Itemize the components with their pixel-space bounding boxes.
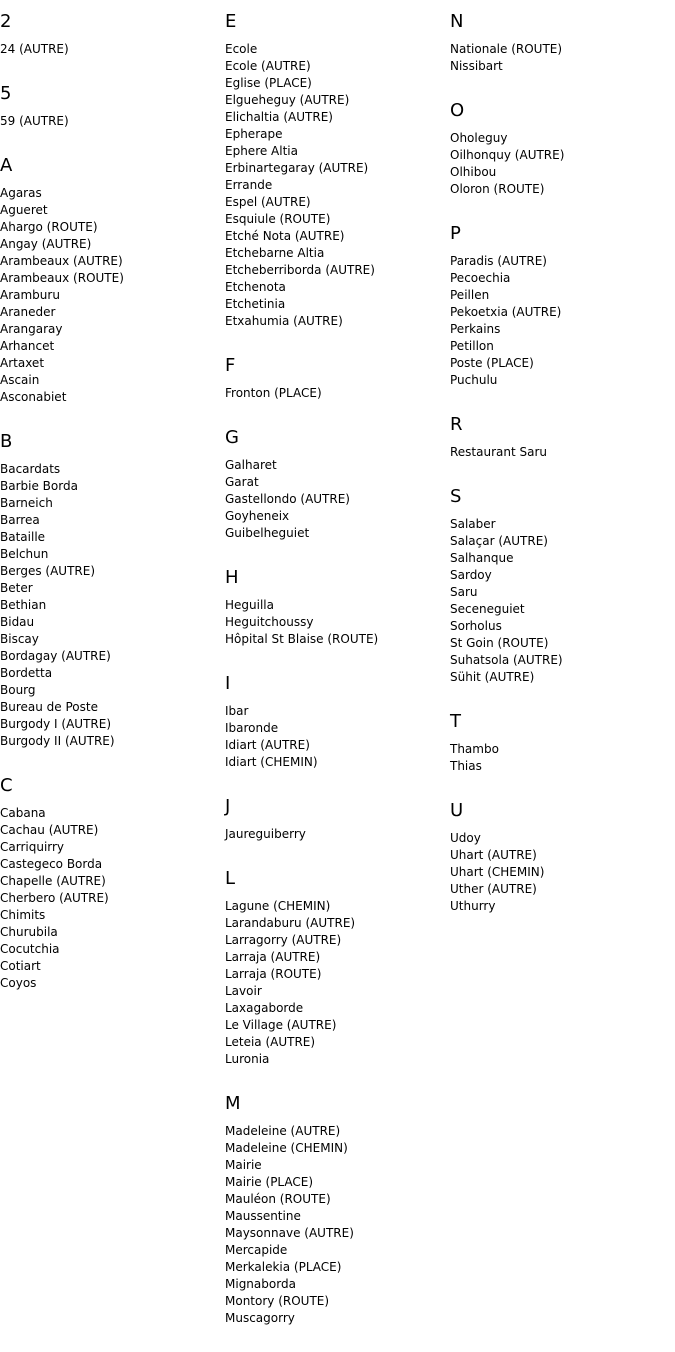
letter-section-l: [225, 868, 450, 1068]
place-link[interactable]: Cachau (AUTRE): [0, 823, 99, 837]
place-link[interactable]: Larandaburu (AUTRE): [225, 916, 356, 930]
place-link[interactable]: Restaurant Saru: [450, 445, 548, 459]
place-link[interactable]: Oilhonquy (AUTRE): [450, 148, 565, 162]
place-link[interactable]: Aramburu: [0, 288, 60, 302]
place-link[interactable]: Barneich: [0, 496, 53, 510]
place-list: [450, 130, 675, 198]
place-link[interactable]: Idiart (AUTRE): [225, 738, 310, 752]
letter-section-c: [0, 775, 225, 992]
letter-section-i: [225, 673, 450, 771]
place-list: [0, 41, 225, 58]
place-link[interactable]: Elichaltia (AUTRE): [225, 110, 333, 124]
letter-section-u: [450, 800, 675, 915]
place-link[interactable]: Carriquirry: [0, 840, 65, 854]
letter-section-h: [225, 567, 450, 648]
place-link[interactable]: Araneder: [0, 305, 56, 319]
place-link[interactable]: Errande: [225, 178, 273, 192]
letter-section-n: [450, 11, 675, 75]
place-link[interactable]: Uther (AUTRE): [450, 882, 537, 896]
place-link[interactable]: 59 (AUTRE): [0, 114, 69, 128]
section-heading: N: [450, 11, 464, 32]
place-link[interactable]: Le Village (AUTRE): [225, 1018, 337, 1032]
place-link[interactable]: Uhart (AUTRE): [450, 848, 537, 862]
section-heading: A: [0, 155, 13, 176]
index-column-2: [225, 0, 450, 1327]
place-link[interactable]: Burgody II (AUTRE): [0, 734, 115, 748]
place-link[interactable]: Madeleine (AUTRE): [225, 1124, 341, 1138]
place-list: [225, 1123, 450, 1327]
place-list: [225, 826, 450, 843]
place-link[interactable]: Mercapide: [225, 1243, 288, 1257]
place-link[interactable]: Hôpital St Blaise (ROUTE): [225, 632, 379, 646]
place-link[interactable]: Gastellondo (AUTRE): [225, 492, 350, 506]
letter-section-e: [225, 11, 450, 330]
place-list: [225, 703, 450, 771]
place-link[interactable]: Olhibou: [450, 165, 497, 179]
place-link[interactable]: Cherbero (AUTRE): [0, 891, 109, 905]
place-link[interactable]: Ibar: [225, 704, 249, 718]
place-link[interactable]: Epherape: [225, 127, 283, 141]
letter-section-p: [450, 223, 675, 389]
place-link[interactable]: Chimits: [0, 908, 46, 922]
place-link[interactable]: Garat: [225, 475, 259, 489]
place-link[interactable]: Barrea: [0, 513, 40, 527]
place-link[interactable]: Leteia (AUTRE): [225, 1035, 316, 1049]
place-list: [0, 113, 225, 130]
place-link[interactable]: Biscay: [0, 632, 39, 646]
place-link[interactable]: Merkalekia (PLACE): [225, 1260, 342, 1274]
place-link[interactable]: Arambeaux (ROUTE): [0, 271, 124, 285]
place-list: [225, 898, 450, 1068]
place-link[interactable]: Agueret: [0, 203, 48, 217]
place-link[interactable]: Oholeguy: [450, 131, 508, 145]
place-link[interactable]: Paradis (AUTRE): [450, 254, 547, 268]
letter-section-j: [225, 796, 450, 843]
place-link[interactable]: Etchenota: [225, 280, 286, 294]
place-link[interactable]: Ephere Altia: [225, 144, 298, 158]
place-link[interactable]: Seceneguiet: [450, 602, 525, 616]
place-link[interactable]: Castegeco Borda: [0, 857, 103, 871]
section-heading: B: [0, 431, 13, 452]
section-heading: U: [450, 800, 464, 821]
place-link[interactable]: Mauléon (ROUTE): [225, 1192, 331, 1206]
place-link[interactable]: Uthurry: [450, 899, 496, 913]
place-link[interactable]: Etchetinia: [225, 297, 286, 311]
place-link[interactable]: Salaber: [450, 517, 496, 531]
place-link[interactable]: Arangaray: [0, 322, 63, 336]
place-link[interactable]: Bordetta: [0, 666, 53, 680]
place-list: [225, 41, 450, 330]
place-link[interactable]: Maussentine: [225, 1209, 301, 1223]
place-link[interactable]: Suhatsola (AUTRE): [450, 653, 563, 667]
section-heading: F: [225, 355, 236, 376]
place-link[interactable]: Nissibart: [450, 59, 503, 73]
place-list: [0, 805, 225, 992]
place-link[interactable]: Barbie Borda: [0, 479, 78, 493]
place-link[interactable]: Arambeaux (AUTRE): [0, 254, 123, 268]
place-link[interactable]: Peillen: [450, 288, 490, 302]
section-heading: C: [0, 775, 13, 796]
place-link[interactable]: Arhancet: [0, 339, 55, 353]
place-link[interactable]: Etché Nota (AUTRE): [225, 229, 345, 243]
place-list: [225, 597, 450, 648]
place-link[interactable]: Artaxet: [0, 356, 45, 370]
section-heading: T: [450, 711, 461, 732]
section-heading: H: [225, 567, 239, 588]
place-link[interactable]: Sühit (AUTRE): [450, 670, 535, 684]
place-link[interactable]: Coyos: [0, 976, 37, 990]
letter-section-m: [225, 1093, 450, 1327]
letter-section-o: [450, 100, 675, 198]
place-link[interactable]: Bidau: [0, 615, 35, 629]
place-link[interactable]: Heguitchoussy: [225, 615, 314, 629]
place-list: [450, 516, 675, 686]
section-heading: R: [450, 414, 463, 435]
place-link[interactable]: Heguilla: [225, 598, 274, 612]
letter-section-b: [0, 431, 225, 750]
section-heading: S: [450, 486, 462, 507]
section-heading: 5: [0, 83, 12, 104]
section-heading: J: [225, 796, 231, 817]
place-link[interactable]: Churubila: [0, 925, 58, 939]
place-link[interactable]: Sorholus: [450, 619, 502, 633]
section-heading: E: [225, 11, 237, 32]
place-link[interactable]: Pecoechia: [450, 271, 511, 285]
index-column-3: [450, 0, 675, 915]
place-link[interactable]: Ahargo (ROUTE): [0, 220, 98, 234]
place-list: [450, 253, 675, 389]
place-link[interactable]: Belchun: [0, 547, 49, 561]
section-heading: 2: [0, 11, 12, 32]
place-link[interactable]: St Goin (ROUTE): [450, 636, 549, 650]
section-heading: O: [450, 100, 465, 121]
place-list: [450, 41, 675, 75]
place-link[interactable]: Espel (AUTRE): [225, 195, 311, 209]
place-link[interactable]: Esquiule (ROUTE): [225, 212, 331, 226]
place-link[interactable]: Lavoir: [225, 984, 262, 998]
section-heading: P: [450, 223, 461, 244]
place-link[interactable]: Cotiart: [0, 959, 41, 973]
section-heading: L: [225, 868, 236, 889]
place-link[interactable]: Bacardats: [0, 462, 61, 476]
place-list: [450, 444, 675, 461]
place-link[interactable]: Cabana: [0, 806, 46, 820]
place-link[interactable]: Ascain: [0, 373, 40, 387]
place-link[interactable]: Laxagaborde: [225, 1001, 304, 1015]
place-link[interactable]: Muscagorry: [225, 1311, 295, 1325]
place-link[interactable]: Lagune (CHEMIN): [225, 899, 331, 913]
place-link[interactable]: Mairie (PLACE): [225, 1175, 314, 1189]
letter-section-a: [0, 155, 225, 406]
letter-section-5: [0, 83, 225, 130]
place-link[interactable]: Asconabiet: [0, 390, 67, 404]
place-link[interactable]: Bataille: [0, 530, 46, 544]
place-link[interactable]: Nationale (ROUTE): [450, 42, 563, 56]
place-link[interactable]: Thias: [450, 759, 482, 773]
place-list: [225, 457, 450, 542]
place-link[interactable]: Cocutchia: [0, 942, 60, 956]
place-link[interactable]: Ibaronde: [225, 721, 279, 735]
place-link[interactable]: Montory (ROUTE): [225, 1294, 330, 1308]
place-link[interactable]: Ecole: [225, 42, 258, 56]
place-link[interactable]: Berges (AUTRE): [0, 564, 96, 578]
place-list: [450, 741, 675, 775]
place-link[interactable]: Mairie: [225, 1158, 262, 1172]
section-heading: M: [225, 1093, 241, 1114]
place-link[interactable]: Petillon: [450, 339, 494, 353]
place-list: [0, 461, 225, 750]
letter-section-s: [450, 486, 675, 686]
place-link[interactable]: Salaçar (AUTRE): [450, 534, 548, 548]
place-link[interactable]: Erbinartegaray (AUTRE): [225, 161, 369, 175]
place-link[interactable]: Guibelheguiet: [225, 526, 310, 540]
place-link[interactable]: Madeleine (CHEMIN): [225, 1141, 348, 1155]
place-link[interactable]: Elgueheguy (AUTRE): [225, 93, 350, 107]
place-link[interactable]: Bethian: [0, 598, 47, 612]
place-link[interactable]: Idiart (CHEMIN): [225, 755, 318, 769]
place-link[interactable]: Burgody I (AUTRE): [0, 717, 112, 731]
place-link[interactable]: Saru: [450, 585, 478, 599]
place-link[interactable]: Larragorry (AUTRE): [225, 933, 342, 947]
place-link[interactable]: Udoy: [450, 831, 481, 845]
place-link[interactable]: Etchebarne Altia: [225, 246, 325, 260]
place-link[interactable]: Goyheneix: [225, 509, 290, 523]
place-link[interactable]: Etxahumia (AUTRE): [225, 314, 343, 328]
place-link[interactable]: Chapelle (AUTRE): [0, 874, 106, 888]
letter-section-f: [225, 355, 450, 402]
place-link[interactable]: Larraja (AUTRE): [225, 950, 321, 964]
place-link[interactable]: Jaureguiberry: [225, 827, 306, 841]
place-link[interactable]: Pekoetxia (AUTRE): [450, 305, 562, 319]
place-link[interactable]: Agaras: [0, 186, 42, 200]
place-link[interactable]: Salhanque: [450, 551, 514, 565]
place-link[interactable]: Angay (AUTRE): [0, 237, 92, 251]
letter-section-t: [450, 711, 675, 775]
place-link[interactable]: Bordagay (AUTRE): [0, 649, 111, 663]
place-link[interactable]: Puchulu: [450, 373, 498, 387]
place-link[interactable]: Uhart (CHEMIN): [450, 865, 545, 879]
index-column-1: [0, 0, 225, 992]
place-link[interactable]: Ecole (AUTRE): [225, 59, 311, 73]
place-link[interactable]: Beter: [0, 581, 33, 595]
section-heading: G: [225, 427, 239, 448]
place-link[interactable]: Maysonnave (AUTRE): [225, 1226, 354, 1240]
place-link[interactable]: Larraja (ROUTE): [225, 967, 322, 981]
place-list: [450, 830, 675, 915]
place-link[interactable]: Sardoy: [450, 568, 492, 582]
place-list: [225, 385, 450, 402]
letter-section-2: [0, 11, 225, 58]
place-link[interactable]: Bourg: [0, 683, 36, 697]
letter-section-r: [450, 414, 675, 461]
place-link[interactable]: Oloron (ROUTE): [450, 182, 545, 196]
place-link[interactable]: Bureau de Poste: [0, 700, 98, 714]
place-link[interactable]: Luronia: [225, 1052, 270, 1066]
place-link[interactable]: Thambo: [450, 742, 499, 756]
place-link[interactable]: Poste (PLACE): [450, 356, 534, 370]
place-link[interactable]: Galharet: [225, 458, 277, 472]
place-link[interactable]: Fronton (PLACE): [225, 386, 322, 400]
section-heading: I: [225, 673, 231, 694]
place-list: [0, 185, 225, 406]
place-link[interactable]: Mignaborda: [225, 1277, 296, 1291]
place-link[interactable]: Eglise (PLACE): [225, 76, 312, 90]
place-link[interactable]: Perkains: [450, 322, 501, 336]
letter-section-g: [225, 427, 450, 542]
place-link[interactable]: Etcheberriborda (AUTRE): [225, 263, 375, 277]
place-link[interactable]: 24 (AUTRE): [0, 42, 69, 56]
